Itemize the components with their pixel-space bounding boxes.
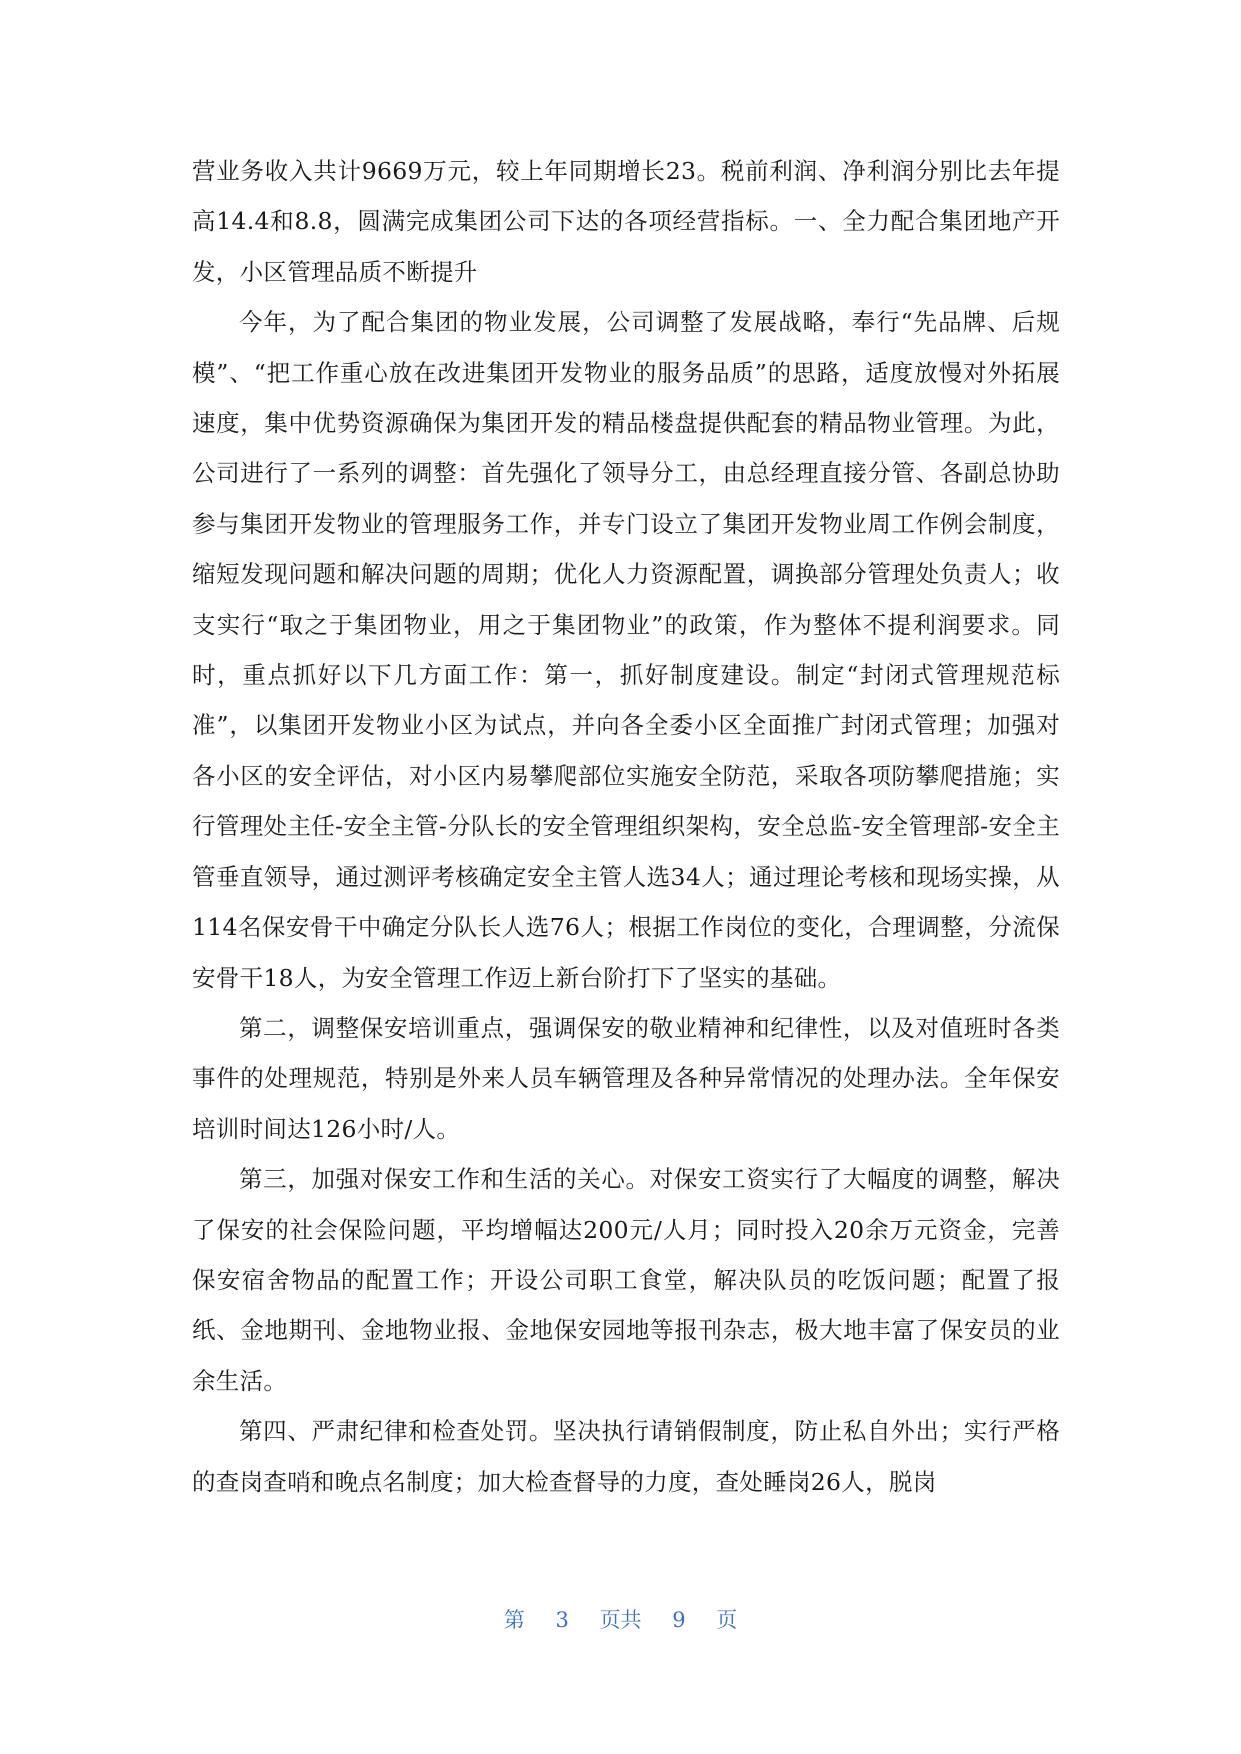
footer-suffix: 页	[716, 1608, 738, 1632]
footer-current-page: 3	[555, 1608, 569, 1632]
page-number-footer	[0, 1604, 1241, 1634]
footer-middle: 页共	[599, 1608, 642, 1632]
footer-prefix: 第	[503, 1608, 525, 1632]
paragraph-2: 今年，为了配合集团的物业发展，公司调整了发展战略，奉行“先品牌、后规模”、“把工作重心放在改进集团开发物业的服务品质”的思路，适度放慢对外拓展速度，集中优势资源确保为集团开发的精品楼盘提供配套的精品物业管理。为此，公司进行了一系列的调整：首先强化了领导分工，由总经理直接分管、各副总协助参与集团开发物业的管理服务工作，并专门设立了集团开发物业周工作例会制度，缩短发现问题和解决问题的周期；优化人力资源配置，调换部分管理处负责人；收支实行“取之于集团物业，用之于集团物业”的政策，作为整体不提利润要求。同时，重点抓好以下几方面工作：第一，抓好制度建设。制定“封闭式管理规范标准”，以集团开发物业小区为试点，并向各全委小区全面推广封闭式管理；加强对各小区的安全评估，对小区内易攀爬部位实施安全防范，采取各项防攀爬措施；实行管理处主任-安全主管-分队长的安全管理组织架构，安全总监-安全管理部-安全主管垂直领导，通过测评考核确定安全主管人选34人；通过理论考核和现场实操，从114名保安骨干中确定分队长人选76人；根据工作岗位的变化，合理调整，分流保安骨干18人，为安全管理工作迈上新台阶打下了坚实的基础。	[192, 308, 1060, 992]
paragraph-5: 第四、严肃纪律和检查处罚。坚决执行请销假制度，防止私自外出；实行严格的查岗查哨和晚点名制度；加大检查督导的力度，查处睡岗26人，脱岗	[192, 1417, 1060, 1496]
footer-total-pages: 9	[672, 1608, 686, 1632]
paragraph-4: 第三，加强对保安工作和生活的关心。对保安工资实行了大幅度的调整，解决了保安的社会保险问题，平均增幅达200元/人月；同时投入20余万元资金，完善保安宿舍物品的配置工作；开设公司职工食堂，解决队员的吃饭问题；配置了报纸、金地期刊、金地物业报、金地保安园地等报刊杂志，极大地丰富了保安员的业余生活。	[192, 1165, 1060, 1395]
document-body	[192, 146, 1060, 1507]
paragraph-1: 营业务收入共计9669万元，较上年同期增长23。税前利润、净利润分别比去年提高14.4和8.8，圆满完成集团公司下达的各项经营指标。一、全力配合集团地产开发，小区管理品质不断提升	[192, 157, 1060, 286]
paragraph-3: 第二，调整保安培训重点，强调保安的敬业精神和纪律性，以及对值班时各类事件的处理规范，特别是外来人员车辆管理及各种异常情况的处理办法。全年保安培训时间达126小时/人。	[192, 1013, 1060, 1143]
